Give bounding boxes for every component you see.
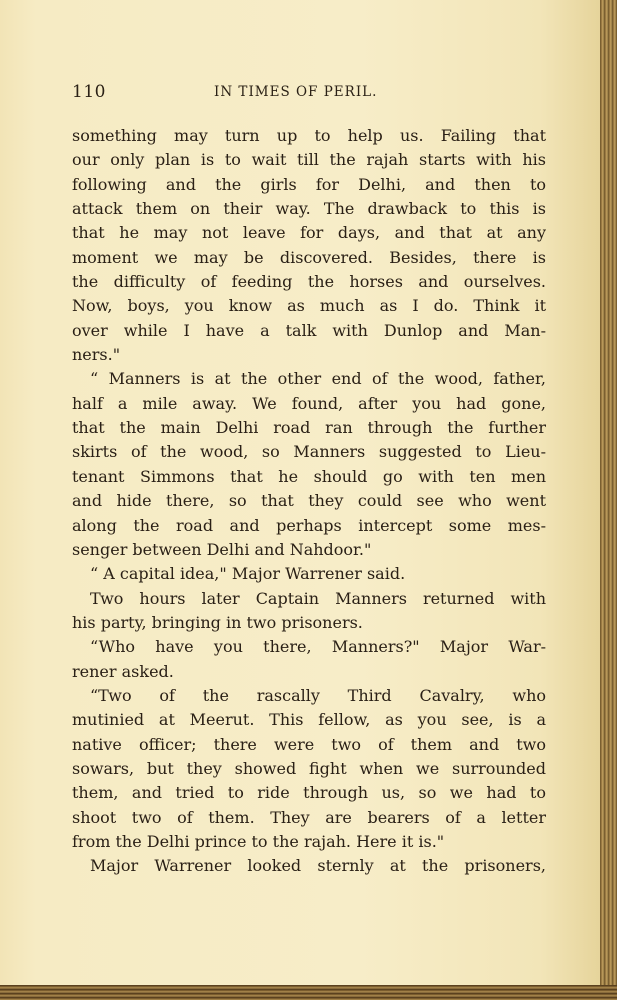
text-line: over while I have a talk with Dunlop and Man- <box>72 320 546 340</box>
text-line: along the road and perhaps intercept some mes- <box>72 515 546 535</box>
text-line: rener asked. <box>72 661 174 681</box>
text-line: the difficulty of feeding the horses and ourselves. <box>72 272 546 292</box>
text-line: Major Warrener looked sternly at the prisoners, <box>90 856 546 876</box>
text-line: Two hours later Captain Manners returned with <box>90 588 546 608</box>
text-line: and hide there, so that they could see who went <box>72 491 546 511</box>
running-title: IN TIMES OF PERIL. <box>214 84 378 100</box>
text-line: senger between Delhi and Nahdoor." <box>72 539 372 559</box>
text-line: our only plan is to wait till the rajah starts with his <box>72 150 546 170</box>
body-text <box>72 124 546 879</box>
book-fore-edge <box>600 0 617 1000</box>
text-line: tenant Simmons that he should go with ten men <box>72 466 546 486</box>
text-line: half a mile away. We found, after you had gone, <box>72 393 546 413</box>
book-bottom-edge <box>0 985 617 1000</box>
text-line: “ A capital idea," Major Warrener said. <box>90 564 406 584</box>
text-line: shoot two of them. They are bearers of a letter <box>72 807 546 827</box>
page-number: 110 <box>72 82 106 102</box>
text-line: something may turn up to help us. Failing that <box>72 126 546 145</box>
text-line: that he may not leave for days, and that at any <box>72 223 546 243</box>
text-line: following and the girls for Delhi, and then to <box>72 174 546 194</box>
text-line: them, and tried to ride through us, so we had to <box>72 783 546 803</box>
text-line: ners." <box>72 345 121 365</box>
text-line: from the Delhi prince to the rajah. Here it is." <box>72 831 445 851</box>
text-line: “ Manners is at the other end of the wood, father, <box>90 369 546 389</box>
text-line: moment we may be discovered. Besides, there is <box>72 247 546 267</box>
text-line: “Two of the rascally Third Cavalry, who <box>90 685 546 705</box>
text-line: his party, bringing in two prisoners. <box>72 612 363 632</box>
text-line: Now, boys, you know as much as I do. Think it <box>72 296 546 316</box>
page-header <box>72 82 548 104</box>
text-line: skirts of the wood, so Manners suggested to Lieu- <box>72 442 546 462</box>
text-line: attack them on their way. The drawback to this is <box>72 199 546 219</box>
text-line: “Who have you there, Manners?" Major War- <box>90 637 546 657</box>
text-line: that the main Delhi road ran through the further <box>72 418 546 438</box>
text-line: native officer; there were two of them and two <box>72 734 546 754</box>
text-line: mutinied at Meerut. This fellow, as you see, is a <box>72 710 546 730</box>
text-line: sowars, but they showed fight when we surrounded <box>72 758 546 778</box>
